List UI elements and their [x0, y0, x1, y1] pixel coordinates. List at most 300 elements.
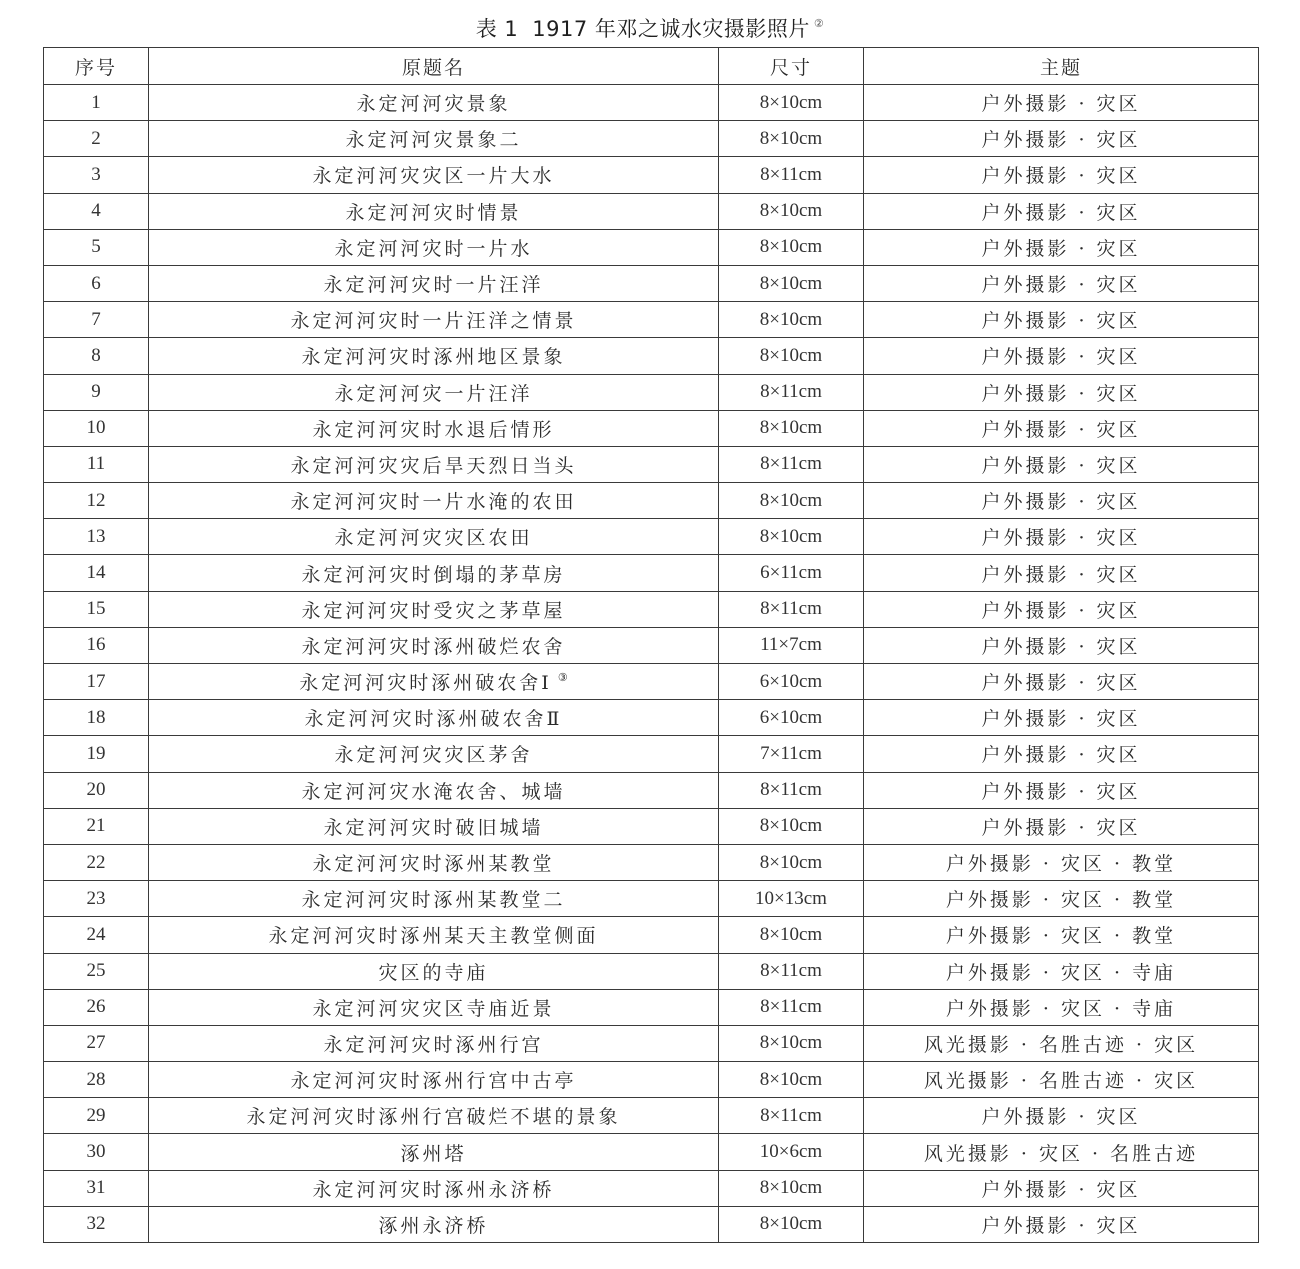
cell-number-text: 19	[86, 742, 106, 764]
cell-number-text: 1	[91, 91, 101, 113]
cell-size-text: 8×11cm	[760, 453, 822, 475]
cell-size	[719, 700, 864, 736]
cell-original-title	[149, 917, 719, 953]
cell-original-title	[149, 157, 719, 193]
cell-theme-text: 户外摄影 · 灾区	[981, 780, 1141, 803]
cell-size-text: 8×10cm	[759, 344, 823, 366]
cell-original-title-text: 永定河河灾时涿州破农舍Ⅰ	[299, 672, 552, 695]
cell-original-title	[149, 229, 719, 265]
cell-theme-text: 户外摄影 · 灾区	[981, 274, 1141, 297]
cell-original-title-text: 永定河河灾时涿州永济桥	[312, 1178, 555, 1201]
cell-original-title-text: 永定河河灾时倒塌的茅草房	[301, 563, 566, 586]
cell-theme-text: 户外摄影 · 灾区	[981, 1106, 1141, 1129]
cell-size-text: 8×11cm	[760, 598, 822, 620]
table-row	[44, 664, 1259, 700]
cell-theme	[864, 265, 1259, 301]
cell-size	[719, 881, 864, 917]
cell-size	[719, 374, 864, 410]
table-row	[44, 1206, 1259, 1242]
cell-number	[44, 808, 149, 844]
cell-number	[44, 664, 149, 700]
cell-theme	[864, 700, 1259, 736]
table-title: 1917 年邓之诚水灾摄影照片	[532, 17, 810, 41]
table-row	[44, 844, 1259, 880]
cell-number	[44, 519, 149, 555]
table-row	[44, 989, 1259, 1025]
cell-theme-text: 户外摄影 · 灾区	[981, 527, 1141, 550]
cell-original-title	[149, 1062, 719, 1098]
cell-theme	[864, 1206, 1259, 1242]
cell-theme	[864, 410, 1259, 446]
cell-theme-text: 户外摄影 · 灾区 · 寺庙	[945, 997, 1177, 1020]
cell-number	[44, 1134, 149, 1170]
cell-theme-text: 户外摄影 · 灾区	[981, 93, 1141, 116]
cell-theme	[864, 953, 1259, 989]
header-theme: 主题	[864, 48, 1259, 85]
cell-number	[44, 989, 149, 1025]
header-number: 序号	[44, 48, 149, 85]
cell-size	[719, 808, 864, 844]
table-label: 表 1	[475, 17, 519, 41]
cell-size-text: 6×11cm	[760, 562, 822, 584]
cell-theme-text: 户外摄影 · 灾区	[981, 708, 1141, 731]
cell-size-text: 8×10cm	[759, 1213, 823, 1235]
cell-theme	[864, 772, 1259, 808]
cell-theme-text: 户外摄影 · 灾区	[981, 201, 1141, 224]
cell-original-title-text: 永定河河灾时涿州破农舍Ⅱ	[304, 708, 563, 731]
cell-number	[44, 1098, 149, 1134]
cell-original-title	[149, 1134, 719, 1170]
cell-original-title-text: 涿州塔	[400, 1142, 467, 1165]
table-row	[44, 881, 1259, 917]
cell-size-text: 8×10cm	[759, 1068, 823, 1090]
cell-original-title	[149, 265, 719, 301]
cell-theme-text: 户外摄影 · 灾区	[981, 816, 1141, 839]
cell-original-title	[149, 953, 719, 989]
cell-original-title	[149, 1025, 719, 1061]
cell-number-text: 20	[86, 779, 106, 801]
cell-size-text: 8×11cm	[760, 779, 822, 801]
cell-size	[719, 446, 864, 482]
cell-original-title	[149, 989, 719, 1025]
cell-theme-text: 户外摄影 · 灾区	[981, 635, 1141, 658]
cell-size	[719, 1025, 864, 1061]
cell-theme-text: 户外摄影 · 灾区	[981, 1214, 1141, 1237]
cell-number	[44, 917, 149, 953]
cell-original-title-text: 永定河河灾时涿州某天主教堂侧面	[268, 925, 599, 948]
cell-size	[719, 1062, 864, 1098]
cell-theme	[864, 302, 1259, 338]
cell-original-title-text: 永定河河灾时一片水淹的农田	[290, 491, 577, 514]
cell-theme	[864, 446, 1259, 482]
cell-number-text: 7	[91, 308, 101, 330]
cell-number	[44, 483, 149, 519]
cell-size	[719, 338, 864, 374]
cell-theme-text: 户外摄影 · 灾区 · 教堂	[945, 853, 1177, 876]
cell-size	[719, 555, 864, 591]
cell-original-title	[149, 555, 719, 591]
table-row	[44, 302, 1259, 338]
cell-size	[719, 664, 864, 700]
cell-number-text: 14	[86, 562, 106, 584]
cell-size-text: 8×11cm	[760, 381, 822, 403]
cell-number	[44, 627, 149, 663]
cell-original-title-text: 永定河河灾时情景	[345, 201, 522, 224]
cell-number-text: 18	[86, 706, 106, 728]
cell-theme-text: 户外摄影 · 灾区	[981, 1178, 1141, 1201]
cell-original-title	[149, 302, 719, 338]
cell-theme	[864, 591, 1259, 627]
cell-size-text: 7×11cm	[760, 742, 822, 764]
cell-theme-text: 户外摄影 · 灾区	[981, 310, 1141, 333]
cell-original-title-text: 永定河河灾时破旧城墙	[323, 816, 544, 839]
table-row	[44, 85, 1259, 121]
cell-theme-text: 户外摄影 · 灾区	[981, 491, 1141, 514]
cell-original-title-text: 永定河河灾景象	[356, 93, 511, 116]
cell-original-title	[149, 193, 719, 229]
table-row	[44, 1170, 1259, 1206]
cell-original-title	[149, 85, 719, 121]
cell-number	[44, 1206, 149, 1242]
cell-number-text: 23	[86, 887, 106, 909]
cell-number-text: 32	[86, 1213, 106, 1235]
cell-number	[44, 953, 149, 989]
table-row	[44, 555, 1259, 591]
cell-theme	[864, 808, 1259, 844]
table-row	[44, 157, 1259, 193]
cell-size-text: 8×10cm	[759, 1032, 823, 1054]
cell-number-text: 15	[86, 598, 106, 620]
cell-original-title	[149, 446, 719, 482]
cell-number	[44, 410, 149, 446]
cell-number-text: 9	[91, 381, 101, 403]
cell-original-title-text: 永定河河灾水淹农舍、城墙	[301, 780, 566, 803]
cell-theme	[864, 85, 1259, 121]
cell-original-title-text: 永定河河灾时涿州行宫	[323, 1033, 544, 1056]
cell-number	[44, 844, 149, 880]
cell-size	[719, 483, 864, 519]
table-row	[44, 446, 1259, 482]
table-row	[44, 1025, 1259, 1061]
cell-original-title-text: 永定河河灾时涿州某教堂	[312, 853, 555, 876]
cell-original-title-text: 永定河河灾灾区寺庙近景	[312, 997, 555, 1020]
cell-size	[719, 1170, 864, 1206]
cell-theme	[864, 1098, 1259, 1134]
cell-size-text: 8×10cm	[759, 815, 823, 837]
cell-size	[719, 193, 864, 229]
cell-original-title-text: 永定河河灾灾区茅舍	[334, 744, 533, 767]
cell-theme	[864, 374, 1259, 410]
cell-theme-text: 户外摄影 · 灾区 · 教堂	[945, 925, 1177, 948]
cell-theme	[864, 736, 1259, 772]
cell-theme	[864, 1062, 1259, 1098]
table-row	[44, 338, 1259, 374]
cell-original-title-text: 永定河河灾一片汪洋	[334, 382, 533, 405]
cell-original-title-text: 永定河河灾景象二	[345, 129, 522, 152]
cell-theme-text: 户外摄影 · 灾区 · 寺庙	[945, 961, 1177, 984]
cell-number-text: 28	[86, 1068, 106, 1090]
cell-number	[44, 157, 149, 193]
cell-size-text: 8×10cm	[759, 417, 823, 439]
cell-number-text: 29	[86, 1104, 106, 1126]
cell-number-text: 6	[91, 272, 101, 294]
cell-size	[719, 627, 864, 663]
cell-number	[44, 374, 149, 410]
table-row	[44, 591, 1259, 627]
cell-theme-text: 风光摄影 · 名胜古迹 · 灾区	[923, 1070, 1199, 1093]
cell-original-title	[149, 338, 719, 374]
cell-number-text: 4	[91, 200, 101, 222]
cell-size-text: 8×11cm	[760, 960, 822, 982]
cell-size	[719, 1098, 864, 1134]
cell-number-text: 30	[86, 1141, 106, 1163]
photo-table	[43, 47, 1259, 1243]
cell-size-text: 8×10cm	[759, 525, 823, 547]
cell-original-title	[149, 772, 719, 808]
cell-theme	[864, 193, 1259, 229]
table-row	[44, 808, 1259, 844]
cell-theme	[864, 555, 1259, 591]
cell-number	[44, 302, 149, 338]
cell-size-text: 8×10cm	[759, 91, 823, 113]
cell-number	[44, 121, 149, 157]
table-row	[44, 1098, 1259, 1134]
cell-number	[44, 85, 149, 121]
cell-theme-text: 户外摄影 · 灾区	[981, 672, 1141, 695]
cell-original-title	[149, 483, 719, 519]
cell-size	[719, 844, 864, 880]
header-row	[44, 48, 1259, 85]
cell-theme-text: 户外摄影 · 灾区	[981, 346, 1141, 369]
cell-number	[44, 446, 149, 482]
cell-number-text: 8	[91, 344, 101, 366]
cell-size	[719, 85, 864, 121]
cell-theme-text: 户外摄影 · 灾区	[981, 382, 1141, 405]
cell-number-text: 5	[91, 236, 101, 258]
cell-size	[719, 1206, 864, 1242]
cell-original-title-text: 永定河河灾时一片汪洋之情景	[290, 310, 577, 333]
table-row	[44, 1134, 1259, 1170]
cell-number	[44, 1170, 149, 1206]
table-row	[44, 953, 1259, 989]
cell-size-text: 10×6cm	[759, 1141, 823, 1163]
cell-size	[719, 265, 864, 301]
cell-size	[719, 772, 864, 808]
cell-number-text: 24	[86, 923, 106, 945]
cell-original-title	[149, 700, 719, 736]
cell-size-text: 6×10cm	[759, 670, 823, 692]
cell-theme-text: 户外摄影 · 灾区	[981, 744, 1141, 767]
cell-number	[44, 265, 149, 301]
cell-size	[719, 410, 864, 446]
cell-original-title-text: 永定河河灾时水退后情形	[312, 418, 555, 441]
cell-number	[44, 229, 149, 265]
cell-number	[44, 1025, 149, 1061]
cell-number-text: 31	[86, 1177, 106, 1199]
cell-size	[719, 953, 864, 989]
cell-number-text: 2	[91, 127, 101, 149]
cell-original-title	[149, 808, 719, 844]
table-row	[44, 193, 1259, 229]
cell-original-title	[149, 844, 719, 880]
cell-number	[44, 736, 149, 772]
cell-size-text: 8×10cm	[759, 308, 823, 330]
cell-original-title-text: 永定河河灾时涿州行宫破烂不堪的景象	[246, 1106, 621, 1129]
cell-number	[44, 591, 149, 627]
table-row	[44, 229, 1259, 265]
table-row	[44, 374, 1259, 410]
cell-original-title	[149, 1170, 719, 1206]
cell-size-text: 8×10cm	[759, 923, 823, 945]
cell-size-text: 8×10cm	[759, 236, 823, 258]
cell-original-title-text: 永定河河灾灾后旱天烈日当头	[290, 454, 577, 477]
cell-theme-text: 户外摄影 · 灾区	[981, 454, 1141, 477]
footnote-marker: ②	[813, 17, 825, 30]
cell-size	[719, 519, 864, 555]
cell-theme-text: 户外摄影 · 灾区	[981, 237, 1141, 260]
table-row	[44, 410, 1259, 446]
cell-size	[719, 302, 864, 338]
cell-size-text: 8×10cm	[759, 851, 823, 873]
cell-number-text: 17	[86, 670, 106, 692]
table-body	[44, 85, 1259, 1243]
table-row	[44, 772, 1259, 808]
table-row	[44, 1062, 1259, 1098]
cell-number	[44, 700, 149, 736]
cell-original-title-text: 永定河河灾时受灾之茅草屋	[301, 599, 566, 622]
cell-theme	[864, 338, 1259, 374]
cell-size-text: 11×7cm	[760, 634, 822, 656]
cell-size-text: 8×11cm	[760, 163, 822, 185]
cell-number-text: 25	[86, 960, 106, 982]
cell-size	[719, 989, 864, 1025]
cell-size	[719, 157, 864, 193]
cell-number-text: 12	[86, 489, 106, 511]
cell-original-title	[149, 410, 719, 446]
cell-size-text: 10×13cm	[755, 887, 827, 909]
cell-original-title	[149, 519, 719, 555]
cell-theme	[864, 519, 1259, 555]
cell-original-title-text: 永定河河灾时涿州破烂农舍	[301, 635, 566, 658]
cell-theme	[864, 1170, 1259, 1206]
cell-size-text: 6×10cm	[759, 706, 823, 728]
cell-theme	[864, 229, 1259, 265]
header-original-title: 原题名	[149, 48, 719, 85]
table-row	[44, 627, 1259, 663]
cell-theme-text: 风光摄影 · 灾区 · 名胜古迹	[923, 1142, 1199, 1165]
cell-number-text: 21	[86, 815, 106, 837]
cell-size	[719, 1134, 864, 1170]
cell-original-title-text: 永定河河灾时涿州某教堂二	[301, 889, 566, 912]
cell-theme	[864, 1025, 1259, 1061]
cell-theme	[864, 627, 1259, 663]
cell-original-title-text: 永定河河灾时一片汪洋	[323, 274, 544, 297]
cell-theme-text: 风光摄影 · 名胜古迹 · 灾区	[923, 1033, 1199, 1056]
cell-number-text: 13	[86, 525, 106, 547]
cell-number-text: 3	[91, 163, 101, 185]
cell-theme-text: 户外摄影 · 灾区	[981, 165, 1141, 188]
table-row	[44, 483, 1259, 519]
cell-theme-text: 户外摄影 · 灾区 · 教堂	[945, 889, 1177, 912]
cell-number-text: 16	[86, 634, 106, 656]
cell-size-text: 8×10cm	[759, 127, 823, 149]
cell-number-text: 27	[86, 1032, 106, 1054]
cell-original-title-text: 灾区的寺庙	[378, 961, 489, 984]
header-size: 尺寸	[719, 48, 864, 85]
cell-original-title-text: 永定河河灾灾区农田	[334, 527, 533, 550]
cell-theme	[864, 917, 1259, 953]
cell-original-title	[149, 736, 719, 772]
cell-original-title-text: 永定河河灾时一片水	[334, 237, 533, 260]
cell-theme-text: 户外摄影 · 灾区	[981, 129, 1141, 152]
footnote-marker: ③	[557, 671, 568, 685]
cell-number	[44, 555, 149, 591]
cell-original-title-text: 涿州永济桥	[378, 1214, 489, 1237]
cell-size	[719, 229, 864, 265]
cell-original-title-text: 永定河河灾时涿州行宫中古亭	[290, 1070, 577, 1093]
cell-size-text: 8×10cm	[759, 1177, 823, 1199]
cell-theme-text: 户外摄影 · 灾区	[981, 599, 1141, 622]
cell-theme	[864, 483, 1259, 519]
cell-size	[719, 121, 864, 157]
table-row	[44, 700, 1259, 736]
cell-size-text: 8×11cm	[760, 1104, 822, 1126]
cell-size-text: 8×11cm	[760, 996, 822, 1018]
cell-theme	[864, 989, 1259, 1025]
cell-original-title-text: 永定河河灾灾区一片大水	[312, 165, 555, 188]
cell-theme-text: 户外摄影 · 灾区	[981, 563, 1141, 586]
cell-number-text: 26	[86, 996, 106, 1018]
table-caption	[0, 10, 1300, 43]
cell-size	[719, 917, 864, 953]
cell-original-title	[149, 374, 719, 410]
cell-number	[44, 193, 149, 229]
cell-original-title-text: 永定河河灾时涿州地区景象	[301, 346, 566, 369]
cell-number	[44, 1062, 149, 1098]
table-row	[44, 917, 1259, 953]
cell-number	[44, 338, 149, 374]
cell-original-title	[149, 591, 719, 627]
cell-number-text: 22	[86, 851, 106, 873]
cell-theme	[864, 844, 1259, 880]
cell-theme	[864, 157, 1259, 193]
cell-theme	[864, 121, 1259, 157]
cell-size	[719, 736, 864, 772]
cell-number-text: 10	[86, 417, 106, 439]
cell-original-title	[149, 627, 719, 663]
cell-size-text: 8×10cm	[759, 200, 823, 222]
cell-original-title	[149, 881, 719, 917]
cell-original-title	[149, 664, 719, 700]
cell-original-title	[149, 1206, 719, 1242]
cell-original-title	[149, 121, 719, 157]
cell-number	[44, 772, 149, 808]
cell-theme-text: 户外摄影 · 灾区	[981, 418, 1141, 441]
cell-theme	[864, 664, 1259, 700]
table-row	[44, 519, 1259, 555]
table-row	[44, 265, 1259, 301]
table-row	[44, 736, 1259, 772]
cell-size-text: 8×10cm	[759, 272, 823, 294]
cell-original-title	[149, 1098, 719, 1134]
cell-number-text: 11	[86, 453, 106, 475]
cell-theme	[864, 1134, 1259, 1170]
table-row	[44, 121, 1259, 157]
cell-size	[719, 591, 864, 627]
cell-number	[44, 881, 149, 917]
cell-theme	[864, 881, 1259, 917]
cell-size-text: 8×10cm	[759, 489, 823, 511]
